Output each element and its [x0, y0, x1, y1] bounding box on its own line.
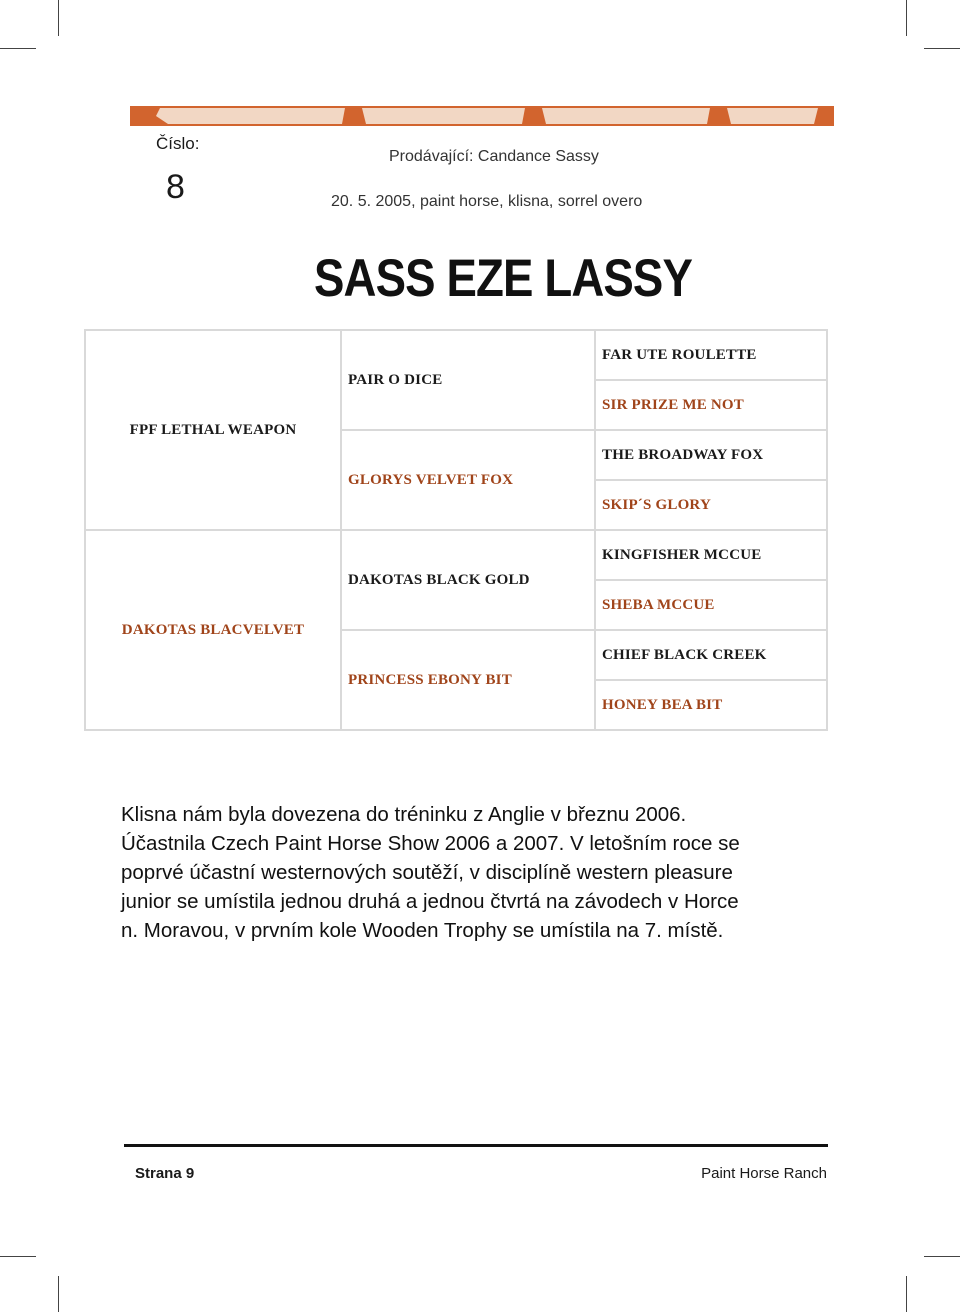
pedigree-sire: FPF LETHAL WEAPON	[85, 330, 341, 530]
crop-mark	[58, 1276, 59, 1312]
crop-mark	[0, 1256, 36, 1257]
pedigree-g3: CHIEF BLACK CREEK	[595, 630, 827, 680]
crop-mark	[924, 48, 960, 49]
pedigree-dam: DAKOTAS BLACVELVET	[85, 530, 341, 730]
description-line: junior se umístila jednou druhá a jednou čtvrtá na závodech v Horce	[121, 890, 739, 913]
publication-name: Paint Horse Ranch	[701, 1165, 827, 1182]
pedigree-g3: THE BROADWAY FOX	[595, 430, 827, 480]
pedigree-g3: SKIP´S GLORY	[595, 480, 827, 530]
header-banner	[130, 106, 834, 126]
pedigree-g3: KINGFISHER MCCUE	[595, 530, 827, 580]
pedigree-sire-sire: PAIR O DICE	[341, 330, 595, 430]
horse-info: 20. 5. 2005, paint horse, klisna, sorrel overo	[331, 193, 643, 210]
pedigree-dam-dam: PRINCESS EBONY BIT	[341, 630, 595, 730]
description-line: Klisna nám byla dovezena do tréninku z Anglie v březnu 2006.	[121, 803, 687, 826]
number-label: Číslo:	[156, 134, 200, 153]
pedigree-g3: SIR PRIZE ME NOT	[595, 380, 827, 430]
description	[121, 800, 823, 945]
seller-text: Prodávající: Candance Sassy	[389, 148, 599, 165]
crop-mark	[924, 1256, 960, 1257]
crop-mark	[0, 48, 36, 49]
page-number: Strana 9	[135, 1165, 195, 1182]
pedigree-dam-sire: DAKOTAS BLACK GOLD	[341, 530, 595, 630]
description-line: poprvé účastní westernových soutěží, v disciplíně western pleasure	[121, 861, 733, 884]
pedigree-g3: SHEBA MCCUE	[595, 580, 827, 630]
description-line: Účastnila Czech Paint Horse Show 2006 a 2007. V letošním roce se	[121, 832, 740, 855]
crop-mark	[906, 0, 907, 36]
pedigree-table	[84, 329, 828, 731]
horse-name: SASS EZE LASSY	[313, 249, 693, 308]
pedigree-sire-dam: GLORYS VELVET FOX	[341, 430, 595, 530]
catalog-number: 8	[166, 168, 185, 206]
crop-mark	[906, 1276, 907, 1312]
pedigree-g3: HONEY BEA BIT	[595, 680, 827, 730]
footer-divider	[124, 1144, 828, 1147]
pedigree-g3: FAR UTE ROULETTE	[595, 330, 827, 380]
description-line: n. Moravou, v prvním kole Wooden Trophy se umístila na 7. místě.	[121, 919, 724, 942]
crop-mark	[58, 0, 59, 36]
